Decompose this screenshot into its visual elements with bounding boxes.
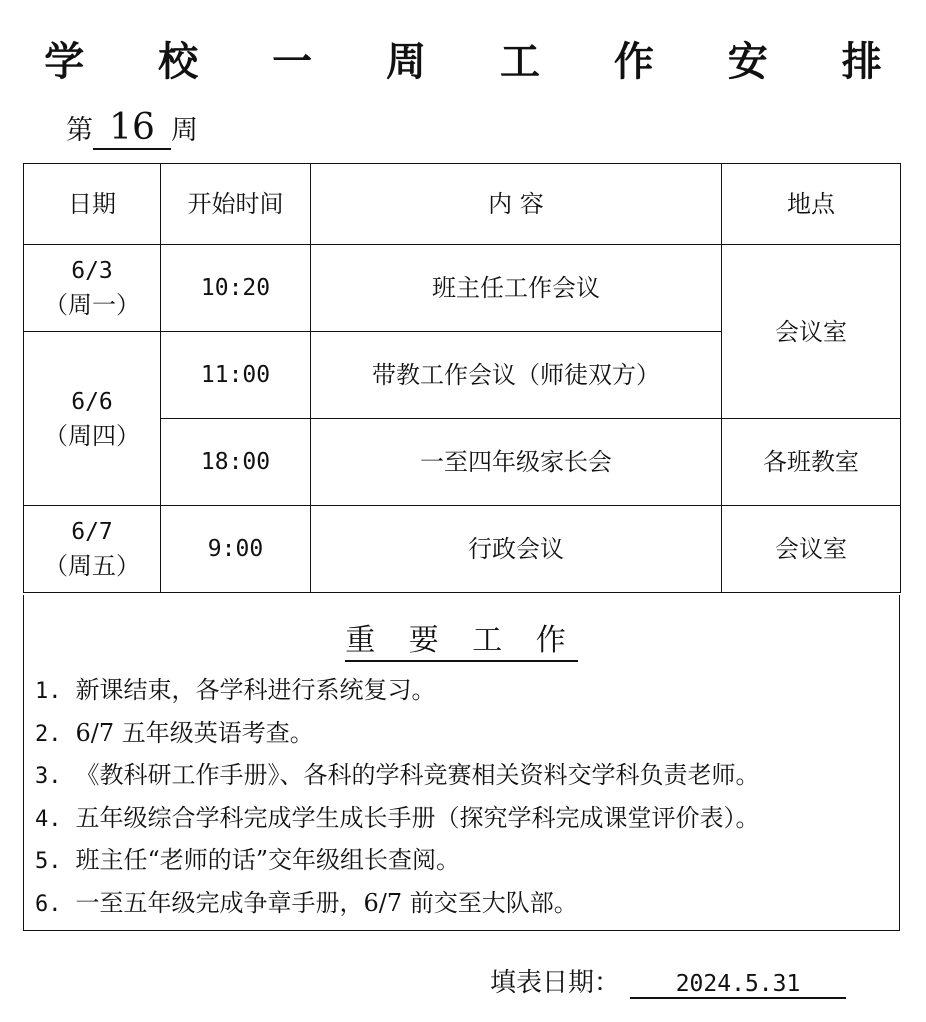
item-number: 1. <box>35 679 62 704</box>
page-title: 学 校 一 周 工 作 安 排 <box>44 38 912 85</box>
item-number: 5. <box>35 849 62 874</box>
week-suffix: 周 <box>171 115 198 146</box>
list-item <box>35 797 760 840</box>
list-item <box>35 669 760 712</box>
date-cell <box>24 245 161 332</box>
list-item <box>35 882 760 925</box>
list-item <box>35 754 760 797</box>
key-work-title <box>24 615 899 659</box>
date-value: 6/3 <box>71 258 113 284</box>
header-date: 日期 <box>24 164 161 245</box>
key-work-section <box>23 595 900 931</box>
date-value: 6/7 <box>71 519 113 545</box>
item-text: 五年级综合学科完成学生成长手册（探究学科完成课堂评价表）。 <box>75 803 760 832</box>
item-number: 3. <box>35 764 62 789</box>
place-cell: 会议室 <box>722 506 901 593</box>
week-number: 16 <box>93 108 171 150</box>
table-row <box>24 506 901 593</box>
time-cell: 11:00 <box>161 332 311 419</box>
fill-date-label: 填表日期： <box>490 968 621 998</box>
fill-date-value: 2024.5.31 <box>630 971 846 999</box>
header-content: 内 容 <box>311 164 722 245</box>
table-header-row <box>24 164 901 245</box>
schedule-table <box>23 163 901 593</box>
place-cell-merged: 会议室 <box>722 245 901 419</box>
key-work-title-text: 重 要 工 作 <box>345 623 578 662</box>
weekday-value: （周四） <box>44 421 140 450</box>
content-cell: 一至四年级家长会 <box>311 419 722 506</box>
content-cell: 带教工作会议（师徒双方） <box>311 332 722 419</box>
weekday-value: （周五） <box>44 552 140 580</box>
week-label <box>66 108 198 150</box>
date-cell <box>24 506 161 593</box>
content-cell: 班主任工作会议 <box>311 245 722 332</box>
time-cell: 18:00 <box>161 419 311 506</box>
item-text: 新课结束，各学科进行系统复习。 <box>75 676 436 704</box>
week-prefix: 第 <box>66 115 93 146</box>
item-number: 4. <box>35 806 62 832</box>
item-number: 2. <box>35 721 62 747</box>
list-item <box>35 839 760 882</box>
item-text: 《教科研工作手册》、各科的学科竞赛相关资料交学科负责老师。 <box>75 761 760 789</box>
item-text: 班主任“老师的话”交年级组长查阅。 <box>75 846 461 874</box>
content-cell: 行政会议 <box>311 506 722 593</box>
table-row <box>24 245 901 332</box>
date-cell <box>24 332 161 506</box>
header-place: 地点 <box>722 164 901 245</box>
item-text: 一至五年级完成争章手册，6/7 前交至大队部。 <box>75 888 578 917</box>
item-number: 6. <box>35 891 62 917</box>
date-value: 6/6 <box>71 388 113 415</box>
key-work-list <box>35 669 760 924</box>
weekday-value: （周一） <box>44 291 140 319</box>
list-item <box>35 712 760 755</box>
item-text: 6/7 五年级英语考查。 <box>75 718 314 747</box>
time-cell: 10:20 <box>161 245 311 332</box>
time-cell: 9:00 <box>161 506 311 593</box>
place-cell: 各班教室 <box>722 419 901 506</box>
fill-date <box>490 962 846 999</box>
header-time: 开始时间 <box>161 164 311 245</box>
